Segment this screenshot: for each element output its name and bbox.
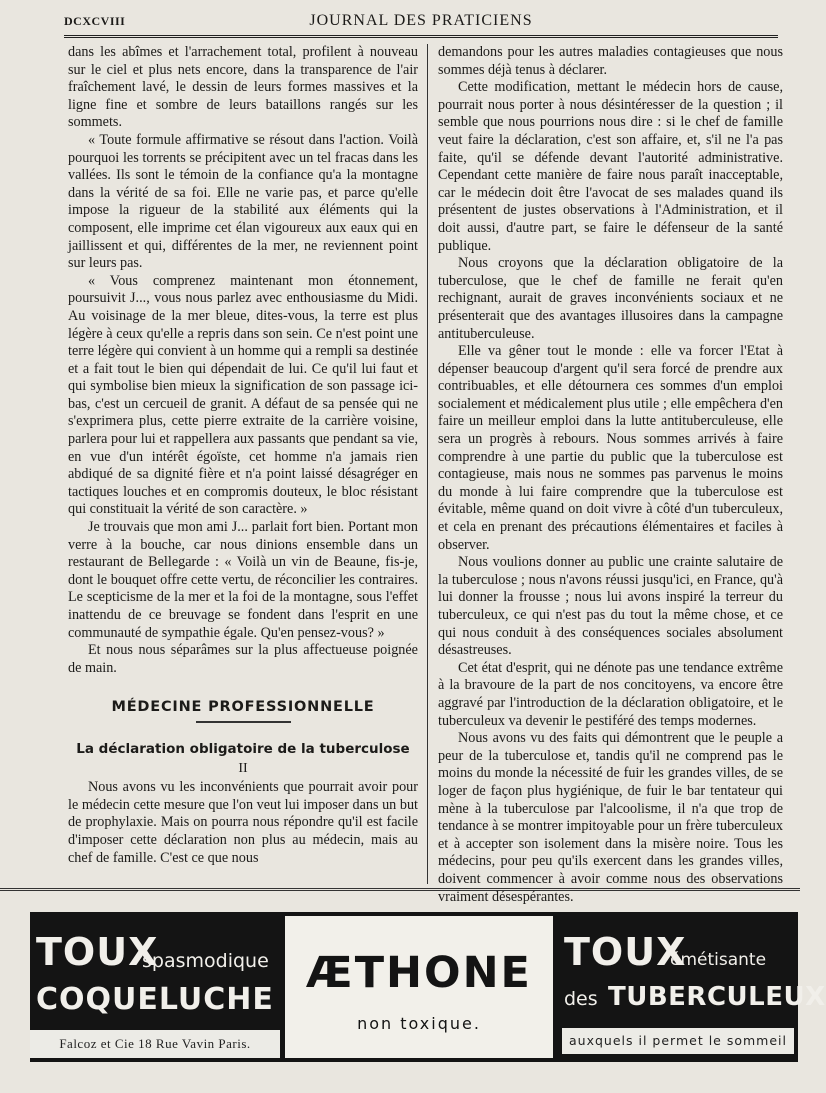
advert-separator-rule [0,888,800,891]
left-paragraphs-before [68,44,418,677]
paragraph: « Vous comprenez maintenant mon étonnement, poursuivit J..., vous nous parlez avec enthousiasme du Midi. Au voisinage de la mer bleue, dites-vous, la terre est plus légère à ceux qu'elle a repris dans son sein. Ce n'est point une terre légère qui convient à un homme qui a rempli sa destinée et a fait tout le bien qui dépendait de lui. Ce qu'il lui faut et qui symbolise bien mieux la signification de son passage ici-bas, c'est un cercueil de granit. A défaut de sa pensée qui ne s'exprimera plus, cette pierre extraite de la carrière voisine, parlera pour lui et rappellera aux passants que pendant sa vie, en vue d'un intérêt égoïste, cet homme n'a jamais rien abdiqué de sa dignité fière et n'a point laissé désagréger en tactiques louches et en compromis douteux, le bloc résistant qui constituait la vérité de son caractère. » [68,272,418,518]
paragraph: Cette modification, mettant le médecin hors de cause, pourrait nous porter à nous désintéresser de la question ; il semble que nous pourrions nous dire : si le chef de famille veut faire la déclaration, c'est son affaire, et, s'il ne l'a pas faite, qu'il se défende devant l'autorité administrative. Cependant cette manière de faire nous paraît inacceptable, car le médecin doit être l'avocat de ses malades quand ils présentent de justes observations à l'Administration, et il doit aussi, d'autre part, se faire le défenseur de la santé publique. [438,79,783,254]
ad-brand-note: non toxique. [357,1014,481,1033]
paragraph: Nous croyons que la déclaration obligatoire de la tuberculose, que le chef de famille ne ferait qu'en rechignant, aurait de graves inconvénients sociaux et ne présenterait que des avantages illusoires dans la campagne antituberculeuse. [438,255,783,342]
paragraph: Nous voulions donner au public une crainte salutaire de la tuberculose ; nous n'avons réussi jusqu'ici, en France, qu'à lui donner la frousse ; nous lui avons inspiré la terreur du tuberculeux, ce qui n'est pas du tout la même chose, et ce qui nous conduit à des conséquences sociales absolument désastreuses. [438,554,783,659]
ad-left-panel [30,912,280,1062]
paragraph: dans les abîmes et l'arrachement total, profilent à nouveau sur le ciel et plus nets encore, dans la transparence de l'air fraîchement lavé, le dessin de leurs formes massives et la ligne fine et sombre de leurs bataillons rangés sur les sommets. [68,44,418,131]
ad-right-second-line: TUBERCULEUX [608,982,826,1012]
ad-left-subtitle: spasmodique [142,950,269,972]
paragraph: Elle va gêner tout le monde : elle va forcer l'Etat à dépenser beaucoup d'argent qu'il sera forcé de prendre aux contribuables, et elle détournera ces sommes d'un emploi socialement et médicalement plus utile ; elle empêchera d'en faire un meilleur emploi dans la lutte antituberculeuse, elle sera un progrès à rebours. Nous sommes arrivés à faire comprendre à une partie du public que la tuberculose est contagieuse, mais nous ne sommes pas parvenus le moins du monde à lui faire comprendre que la tuberculose est évitable, même quand on doit vivre à côté d'un tuberculeux, et cela en prenant des précautions élémentaires et faciles à observer. [438,343,783,553]
paragraph: Cet état d'esprit, qui ne dénote pas une tendance extrême à la bravoure de la part de nos concitoyens, va encore être aggravé par l'introduction de la déclaration obligatoire, et le tuberculeux va devenir le pestiféré des temps modernes. [438,659,783,729]
paragraph: demandons pour les autres maladies contagieuses que nous sommes déjà tenus à déclarer. [438,44,783,78]
ad-maker-address: Falcoz et Cie 18 Rue Vavin Paris. [30,1030,280,1058]
section-rule [196,721,291,723]
paragraph: Nous avons vu des faits qui démontrent que le peuple a peur de la tuberculose et, tandis qu'il ne comprend pas le moins du monde la nécessité de fuir les grandes villes, de se loger de façon plus hygiénique, de fuir le bar tentateur qui mène à la tuberculose par l'alcoolisme, il n'a que trop de tendance à se montrer impitoyable pour un frère tuberculeux et à accepter son isolement dans la misère noire. Tous les médecins, pour peu qu'ils exercent dans les grandes villes, doivent commencer à avoir comme nous des observations vraiment désespérantes. [438,730,783,905]
ad-brand-name: ÆTHONE [306,948,532,998]
paragraph: Et nous nous séparâmes sur la plus affectueuse poignée de main. [68,642,418,676]
paragraph: « Toute formule affirmative se résout dans l'action. Voilà pourquoi les torrents se précipitent avec un tel fracas dans les vallées. Ils sont le témoin de la confiance qu'a la montagne dans la vérité de sa foi. Elle ne varie pas, et parce qu'elle impose la rigueur de la stabilité aux éléments qui la composent, elle imprime cet élan vigoureux aux eaux qui en jaillissent et qui, différentes de la mer, ne reviennent point sur leurs pas. [68,131,418,272]
right-paragraphs [438,44,783,906]
right-column [438,44,783,905]
left-column [68,44,418,884]
header-rule [64,35,778,38]
ad-left-second-line: COQUELUCHE [36,982,274,1017]
advertisement-banner [30,912,826,1062]
running-head [64,10,778,34]
ad-brand-panel [285,916,553,1058]
paragraph: Je trouvais que mon ami J... parlait fort bien. Portant mon verre à la bouche, car nous dinions ensemble dans un restaurant de Bellegarde : « Voilà un vin de Beaune, fis-je, dont le bouquet offre cette vertu, de réconcilier les contraires. Le scepticisme de la mer et la foi de la montagne, sous l'effet inattendu de ce breuvage se fondent dans l'esprit en une communauté de sympathie égale. Qu'en pensez-vous? » [68,519,418,641]
ad-right-subtitle: émétisante [670,950,767,970]
article-title: La déclaration obligatoire de la tuberculose [76,740,410,757]
left-paragraphs-after [68,779,418,867]
ad-right-des: des [564,988,598,1010]
article-part-number: II [238,760,248,776]
ad-right-headline: TOUX [564,930,687,974]
ad-right-panel [558,912,826,1062]
column-divider [427,44,428,884]
ad-right-tagline: auxquels il permet le sommeil [562,1028,794,1054]
page-number: DCXCVIII [64,14,126,28]
ad-left-headline: TOUX [36,930,159,974]
paragraph: Nous avons vu les inconvénients que pourrait avoir pour le médecin cette mesure que l'on veut lui imposer dans un but de prophylaxie. Mais on pourra nous répondre qu'il est facile d'imposer cette déclaration non plus au médecin, mais au chef de famille. C'est ce que nous [68,779,418,866]
journal-title: JOURNAL DES PRATICIENS [309,12,533,29]
section-heading: MÉDECINE PROFESSIONNELLE [111,699,375,716]
